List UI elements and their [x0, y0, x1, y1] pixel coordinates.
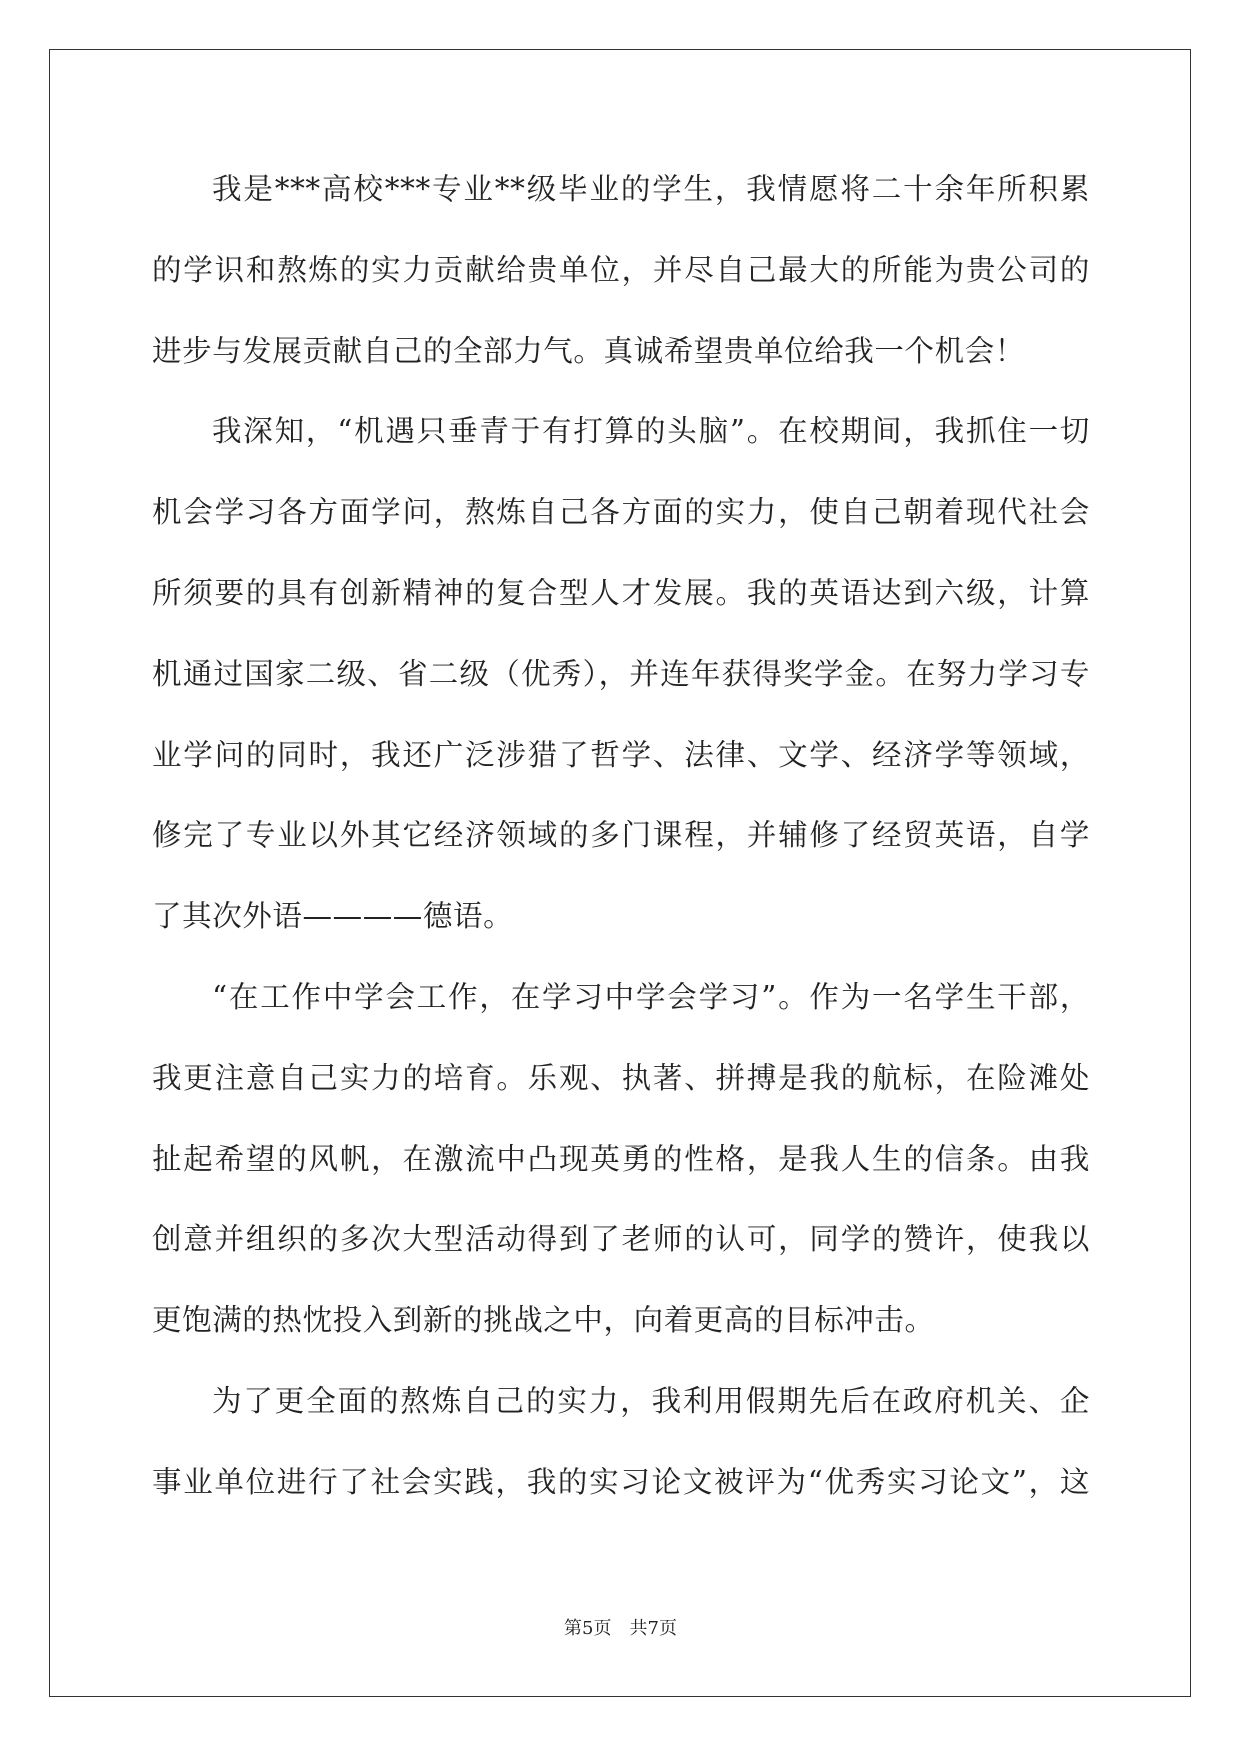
- text-line: 为了更全面的熬炼自己的实力，我利用假期先后在政府机关、企: [212, 1383, 1090, 1418]
- text-line: 业学问的同时，我还广泛涉猎了哲学、法律、文学、经济学等领域，: [152, 737, 1090, 772]
- text-line: 我是***高校***专业**级毕业的学生，我情愿将二十余年所积累: [212, 172, 1090, 206]
- text-line: 我深知，“机遇只垂青于有打算的头脑”。在校期间，我抓住一切: [212, 414, 1090, 449]
- text-line: 创意并组织的多次大型活动得到了老师的认可，同学的赞许，使我以: [152, 1222, 1090, 1257]
- text-line: 所须要的具有创新精神的复合型人才发展。我的英语达到六级，计算: [152, 575, 1090, 610]
- text-line: 的学识和熬炼的实力贡献给贵单位，并尽自己最大的所能为贵公司的: [152, 252, 1090, 287]
- paragraph-3: [152, 970, 1090, 1374]
- paragraph-2: [152, 404, 1090, 970]
- text-line: 我更注意自己实力的培育。乐观、执著、拼搏是我的航标，在险滩处: [152, 1060, 1090, 1095]
- page-number: 第5页 共7页: [564, 1618, 677, 1639]
- text-line: 事业单位进行了社会实践，我的实习论文被评为“优秀实习论文”，这: [152, 1464, 1090, 1499]
- text-line: 进步与发展贡献自己的全部力气。真诚希望贵单位给我一个机会！: [152, 333, 1025, 368]
- text-line: 扯起希望的风帆，在激流中凸现英勇的性格，是我人生的信条。由我: [152, 1141, 1090, 1176]
- paragraph-4: [152, 1374, 1090, 1536]
- text-line: 机通过国家二级、省二级（优秀），并连年获得奖学金。在努力学习专: [152, 656, 1090, 691]
- document-body: [152, 162, 1090, 1536]
- text-line: “在工作中学会工作，在学习中学会学习”。作为一名学生干部，: [212, 979, 1090, 1014]
- text-line: 更饱满的热忱投入到新的挑战之中，向着更高的目标冲击。: [152, 1303, 935, 1338]
- paragraph-1: [152, 162, 1090, 404]
- text-line: 机会学习各方面学问，熬炼自己各方面的实力，使自己朝着现代社会: [152, 495, 1090, 530]
- text-line: 修完了专业以外其它经济领域的多门课程，并辅修了经贸英语，自学: [152, 818, 1090, 853]
- text-line: 了其次外语————德语。: [152, 899, 514, 934]
